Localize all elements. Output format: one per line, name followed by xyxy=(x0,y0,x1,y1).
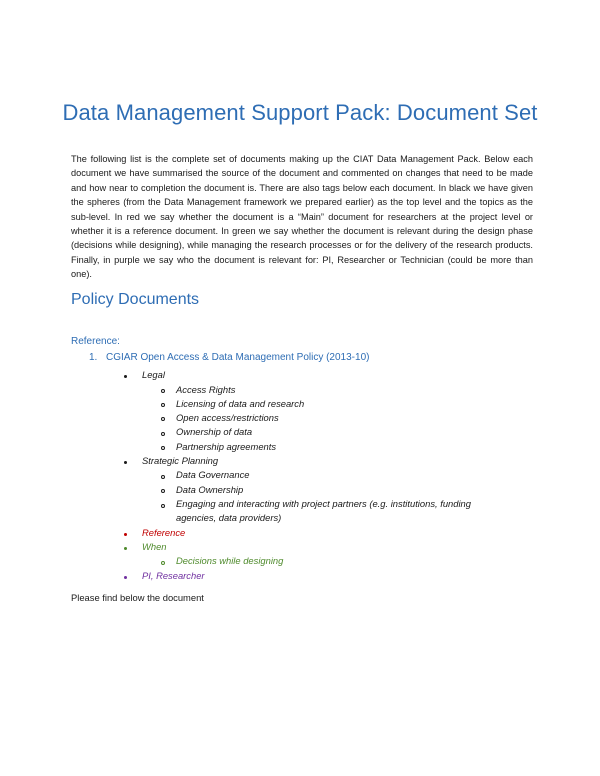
circle-bullet-icon xyxy=(161,446,165,450)
footer-text: Please find below the document xyxy=(71,592,204,603)
circle-bullet-icon xyxy=(161,432,165,436)
bullet-icon xyxy=(124,375,127,378)
topic-item: Ownership of data xyxy=(176,426,253,437)
bullet-icon xyxy=(124,461,127,464)
bullet-icon xyxy=(124,547,127,550)
circle-bullet-icon xyxy=(161,561,165,565)
topic-item: Open access/restrictions xyxy=(176,412,279,423)
tag-when: When xyxy=(142,541,167,552)
topic-item: Decisions while designing xyxy=(176,555,284,566)
topic-item: Partnership agreements xyxy=(176,441,277,452)
circle-bullet-icon xyxy=(161,417,165,421)
circle-bullet-icon xyxy=(161,489,165,493)
bullet-icon xyxy=(124,533,127,536)
item-title: CGIAR Open Access & Data Management Policy (2013-10) xyxy=(106,352,370,363)
topic-item: Engaging and interacting with project partners (e.g. institutions, funding xyxy=(176,498,471,509)
bullet-icon xyxy=(124,576,127,579)
item-number: 1. xyxy=(89,352,98,363)
topic-item: Data Ownership xyxy=(176,484,244,495)
topic-item: Licensing of data and research xyxy=(176,398,305,409)
topic-item: Access Rights xyxy=(176,384,236,395)
topic-item-continuation: agencies, data providers) xyxy=(176,512,282,523)
topic-item: Data Governance xyxy=(176,469,250,480)
tag-legal: Legal xyxy=(142,369,165,380)
section-heading: Policy Documents xyxy=(71,291,200,308)
numbered-item xyxy=(89,352,369,363)
circle-bullet-icon xyxy=(161,389,165,393)
circle-bullet-icon xyxy=(161,403,165,407)
subsection-heading: Reference: xyxy=(71,336,120,347)
page-title: Data Management Support Pack: Document Set xyxy=(62,100,538,125)
tag-strategic-planning: Strategic Planning xyxy=(142,455,219,466)
intro-paragraph: The following list is the complete set of documents making up the CIAT Data Management Pack. Below each document we have summarised the source of the document and commented on changes that need to be made and how near to completion the document is. There are also tags below each document. In black we have given the spheres (from the Data Management framework we prepared earlier) as the top level and the topics as the sub-level. In red we say whether the document is a “Main” document for researchers at the project level or whether it is a reference document. In green we say whether the document is relevant during the design phase (decisions while designing), while managing the research processes or for the delivery of the research products. Finally, in purple we say who the document is relevant for: PI, Researcher or Technician (could be more than one). xyxy=(71,154,533,280)
circle-bullet-icon xyxy=(161,504,165,508)
tag-who: PI, Researcher xyxy=(142,570,205,581)
circle-bullet-icon xyxy=(161,475,165,479)
tag-reference: Reference xyxy=(142,527,186,538)
